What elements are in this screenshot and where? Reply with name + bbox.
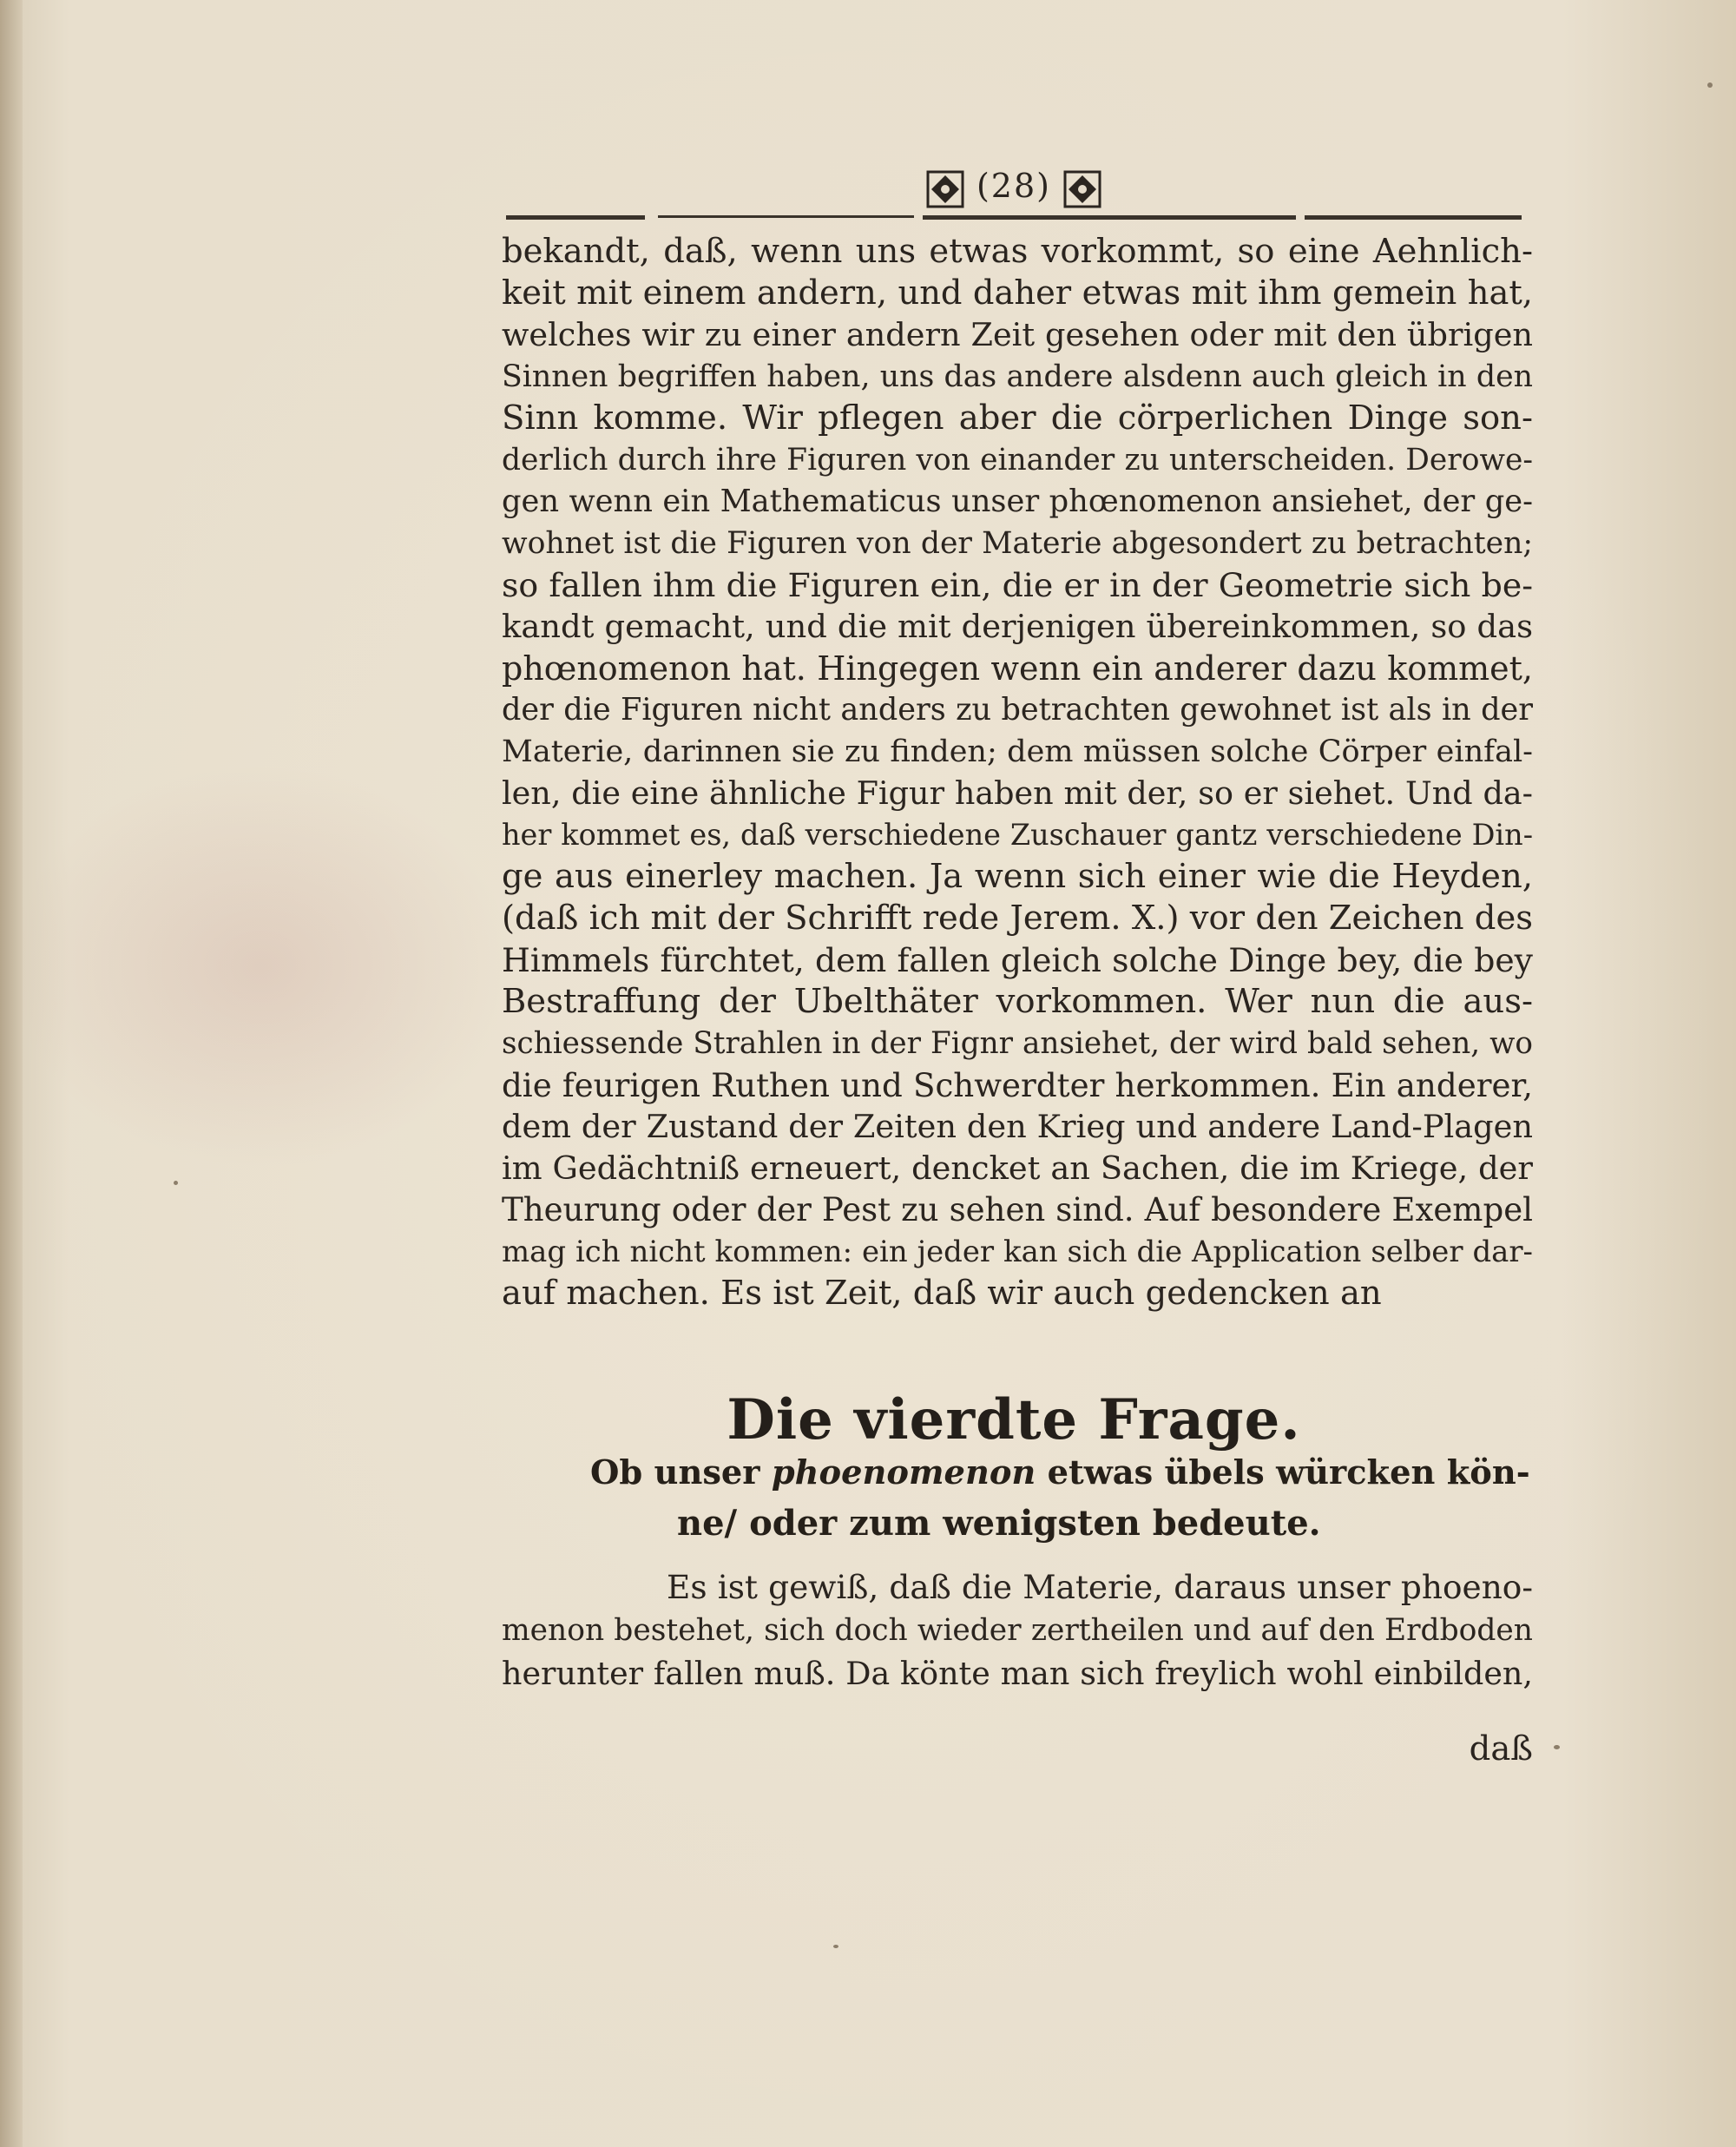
header-rule-left	[506, 215, 645, 220]
text-line: bekandt, daß, wenn uns etwas vorkommt, so eine Aehnlich-	[502, 232, 1533, 271]
text-line: im Gedächtniß erneuert, dencket an Sachen, die im Kriege, der	[502, 1149, 1533, 1187]
header-rule-mid	[923, 215, 1296, 220]
header-rule-right	[1305, 215, 1522, 220]
question-line-2: ne/ oder zum wenigsten bedeute.	[677, 1503, 1321, 1544]
text-line: auf machen. Es ist Zeit, daß wir auch gedencken an	[502, 1274, 1382, 1313]
page-edge	[0, 0, 23, 2147]
text-line: kandt gemacht, und die mit derjenigen übereinkommen, so das	[502, 608, 1533, 645]
section-question	[590, 1448, 1532, 1549]
catchword: daß	[1469, 1729, 1533, 1768]
text-line: wohnet ist die Figuren von der Materie abgesondert zu betrachten;	[502, 526, 1533, 561]
ornament-icon	[926, 170, 964, 208]
text-line: derlich durch ihre Figuren von einander zu unterscheiden. Derowe-	[502, 443, 1533, 477]
page-number-line	[506, 167, 1522, 208]
text-line: der die Figuren nicht anders zu betrachten gewohnet ist als in der	[502, 692, 1533, 728]
paper-speck	[174, 1181, 178, 1185]
section-heading: Die vierdte Frage.	[727, 1387, 1301, 1452]
text-line: Theurung oder der Pest zu sehen sind. Auf besondere Exempel	[502, 1191, 1533, 1228]
page-header	[506, 167, 1522, 227]
paper-speck	[1707, 82, 1713, 88]
paragraph-1	[502, 231, 1533, 1314]
text-line: keit mit einem andern, und daher etwas mit ihm gemein hat,	[502, 273, 1533, 313]
text-line: die feurigen Ruthen und Schwerdter herkommen. Ein anderer,	[502, 1066, 1533, 1104]
paragraph-2	[502, 1565, 1533, 1696]
text-line: Materie, darinnen sie zu finden; dem müssen solche Cörper einfal-	[502, 734, 1533, 769]
text-line: phœnomenon hat. Hingegen wenn ein anderer dazu kommet,	[502, 649, 1533, 688]
paper-speck	[833, 1945, 838, 1948]
text-line: (daß ich mit der Schrifft rede Jerem. X.) vor den Zeichen des	[502, 899, 1533, 938]
text-line: welches wir zu einer andern Zeit gesehen oder mit den übrigen	[502, 316, 1533, 353]
text-line: Sinn komme. Wir pflegen aber die cörperlichen Dinge son-	[502, 398, 1533, 438]
text-line: mag ich nicht kommen: ein jeder kan sich die Application selber dar-	[502, 1235, 1533, 1268]
ornament-icon	[1063, 170, 1101, 208]
question-line-1: Ob unser phoenomenon etwas übels würcken kön-	[590, 1453, 1530, 1492]
text-line: Es ist gewiß, daß die Materie, daraus unser phoeno-	[667, 1568, 1533, 1606]
text-line: so fallen ihm die Figuren ein, die er in der Geometrie sich be-	[502, 566, 1533, 604]
text-line: schiessende Strahlen in der Fignr ansiehet, der wird bald sehen, wo	[502, 1026, 1533, 1061]
text-line: gen wenn ein Mathematicus unser phœnomenon ansiehet, der ge-	[502, 484, 1533, 519]
text-line: Bestraffung der Ubelthäter vorkommen. Wer nun die aus-	[502, 982, 1533, 1021]
text-line: menon bestehet, sich doch wieder zertheilen und auf den Erdboden	[502, 1613, 1533, 1648]
text-line: ge aus einerley machen. Ja wenn sich einer wie die Heyden,	[502, 857, 1533, 896]
text-line: Himmels fürchtet, dem fallen gleich solche Dinge bey, die bey	[502, 941, 1533, 979]
paper-speck	[1554, 1745, 1560, 1749]
text-line: herunter fallen muß. Da könte man sich freylich wohl einbilden,	[502, 1655, 1533, 1692]
text-line: dem der Zustand der Zeiten den Krieg und andere Land-Plagen	[502, 1108, 1533, 1145]
page-number: (28)	[976, 167, 1051, 205]
text-line: her kommet es, daß verschiedene Zuschauer gantz verschiedene Din-	[502, 818, 1533, 852]
text-line: len, die eine ähnliche Figur haben mit der, so er siehet. Und da-	[502, 774, 1533, 812]
text-line: Sinnen begriffen haben, uns das andere alsdenn auch gleich in den	[502, 359, 1533, 394]
header-rule-mid-left	[658, 215, 914, 218]
